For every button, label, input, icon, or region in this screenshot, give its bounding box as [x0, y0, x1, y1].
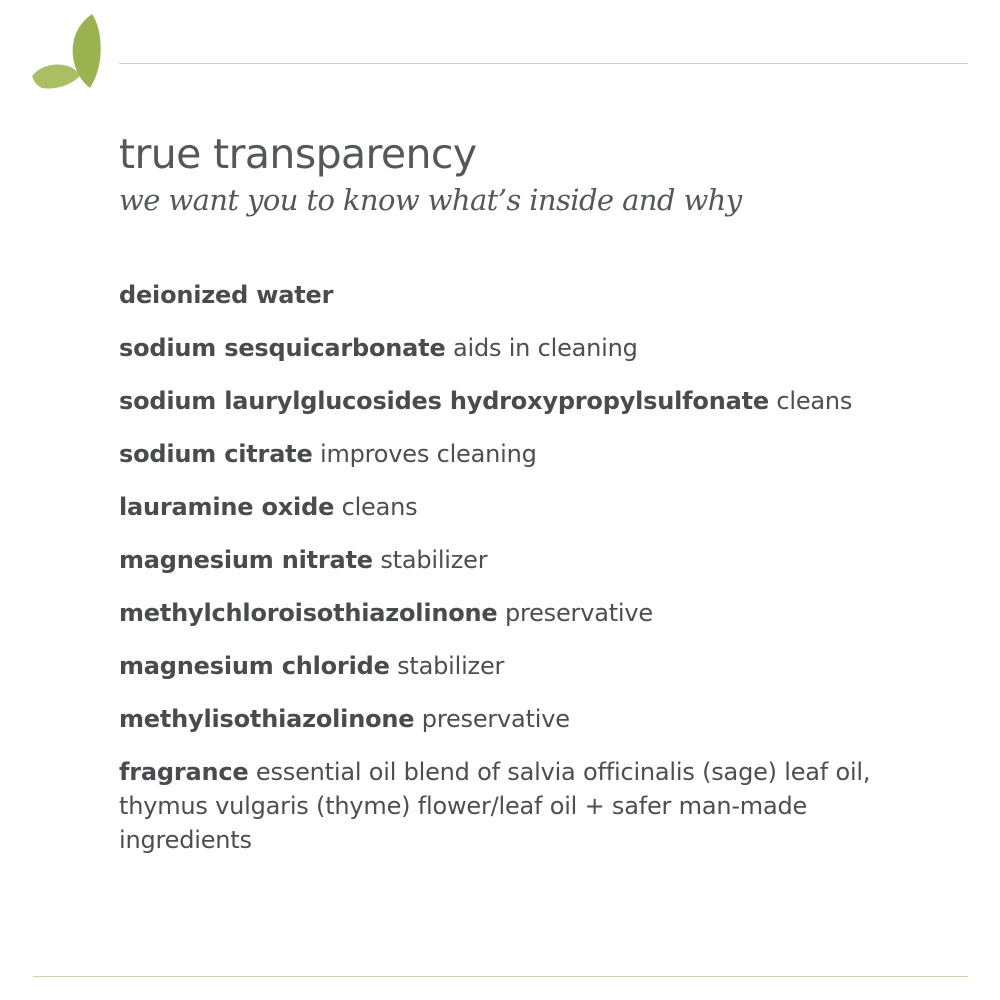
leaf-logo-icon: [30, 10, 102, 92]
ingredient-item: [119, 331, 979, 365]
ingredient-description: preservative: [421, 705, 570, 733]
page-subtitle: we want you to know what’s inside and why: [119, 183, 742, 217]
ingredient-item: [119, 437, 979, 471]
ingredient-name: sodium laurylglucosides hydroxypropylsulfonate: [119, 387, 769, 415]
ingredient-item: [119, 490, 979, 524]
top-divider: [119, 63, 968, 64]
ingredient-name: sodium citrate: [119, 440, 313, 468]
ingredient-name: magnesium chloride: [119, 652, 390, 680]
bottom-divider: [33, 976, 968, 977]
ingredient-name: lauramine oxide: [119, 493, 335, 521]
ingredient-description: cleans: [776, 387, 853, 415]
ingredient-item: [119, 543, 979, 577]
ingredient-item: [119, 384, 979, 418]
ingredient-name: fragrance: [119, 758, 249, 786]
ingredient-description: stabilizer: [380, 546, 488, 574]
ingredient-description: cleans: [341, 493, 418, 521]
ingredient-name: magnesium nitrate: [119, 546, 373, 574]
ingredient-description: improves cleaning: [319, 440, 537, 468]
ingredient-item: [119, 649, 979, 683]
ingredient-description: essential oil blend of salvia officinalis (sage) leaf oil, thymus vulgaris (thyme) flower/leaf oil + safer man-made ingredients: [119, 758, 871, 854]
ingredient-item: [119, 755, 889, 857]
ingredient-name: sodium sesquicarbonate: [119, 334, 446, 362]
heading-block: [119, 126, 979, 218]
ingredient-name: methylisothiazolinone: [119, 705, 415, 733]
page-title: true transparency: [119, 130, 477, 178]
ingredient-description: stabilizer: [397, 652, 505, 680]
ingredient-item: [119, 278, 979, 312]
ingredient-description: aids in cleaning: [452, 334, 638, 362]
ingredient-name: deionized water: [119, 281, 334, 309]
ingredient-list: [119, 278, 979, 876]
leaf-logo: [30, 10, 102, 92]
small-leaf-shape: [32, 64, 80, 88]
ingredient-item: [119, 596, 979, 630]
ingredient-item: [119, 702, 979, 736]
ingredient-description: preservative: [504, 599, 653, 627]
ingredient-name: methylchloroisothiazolinone: [119, 599, 498, 627]
